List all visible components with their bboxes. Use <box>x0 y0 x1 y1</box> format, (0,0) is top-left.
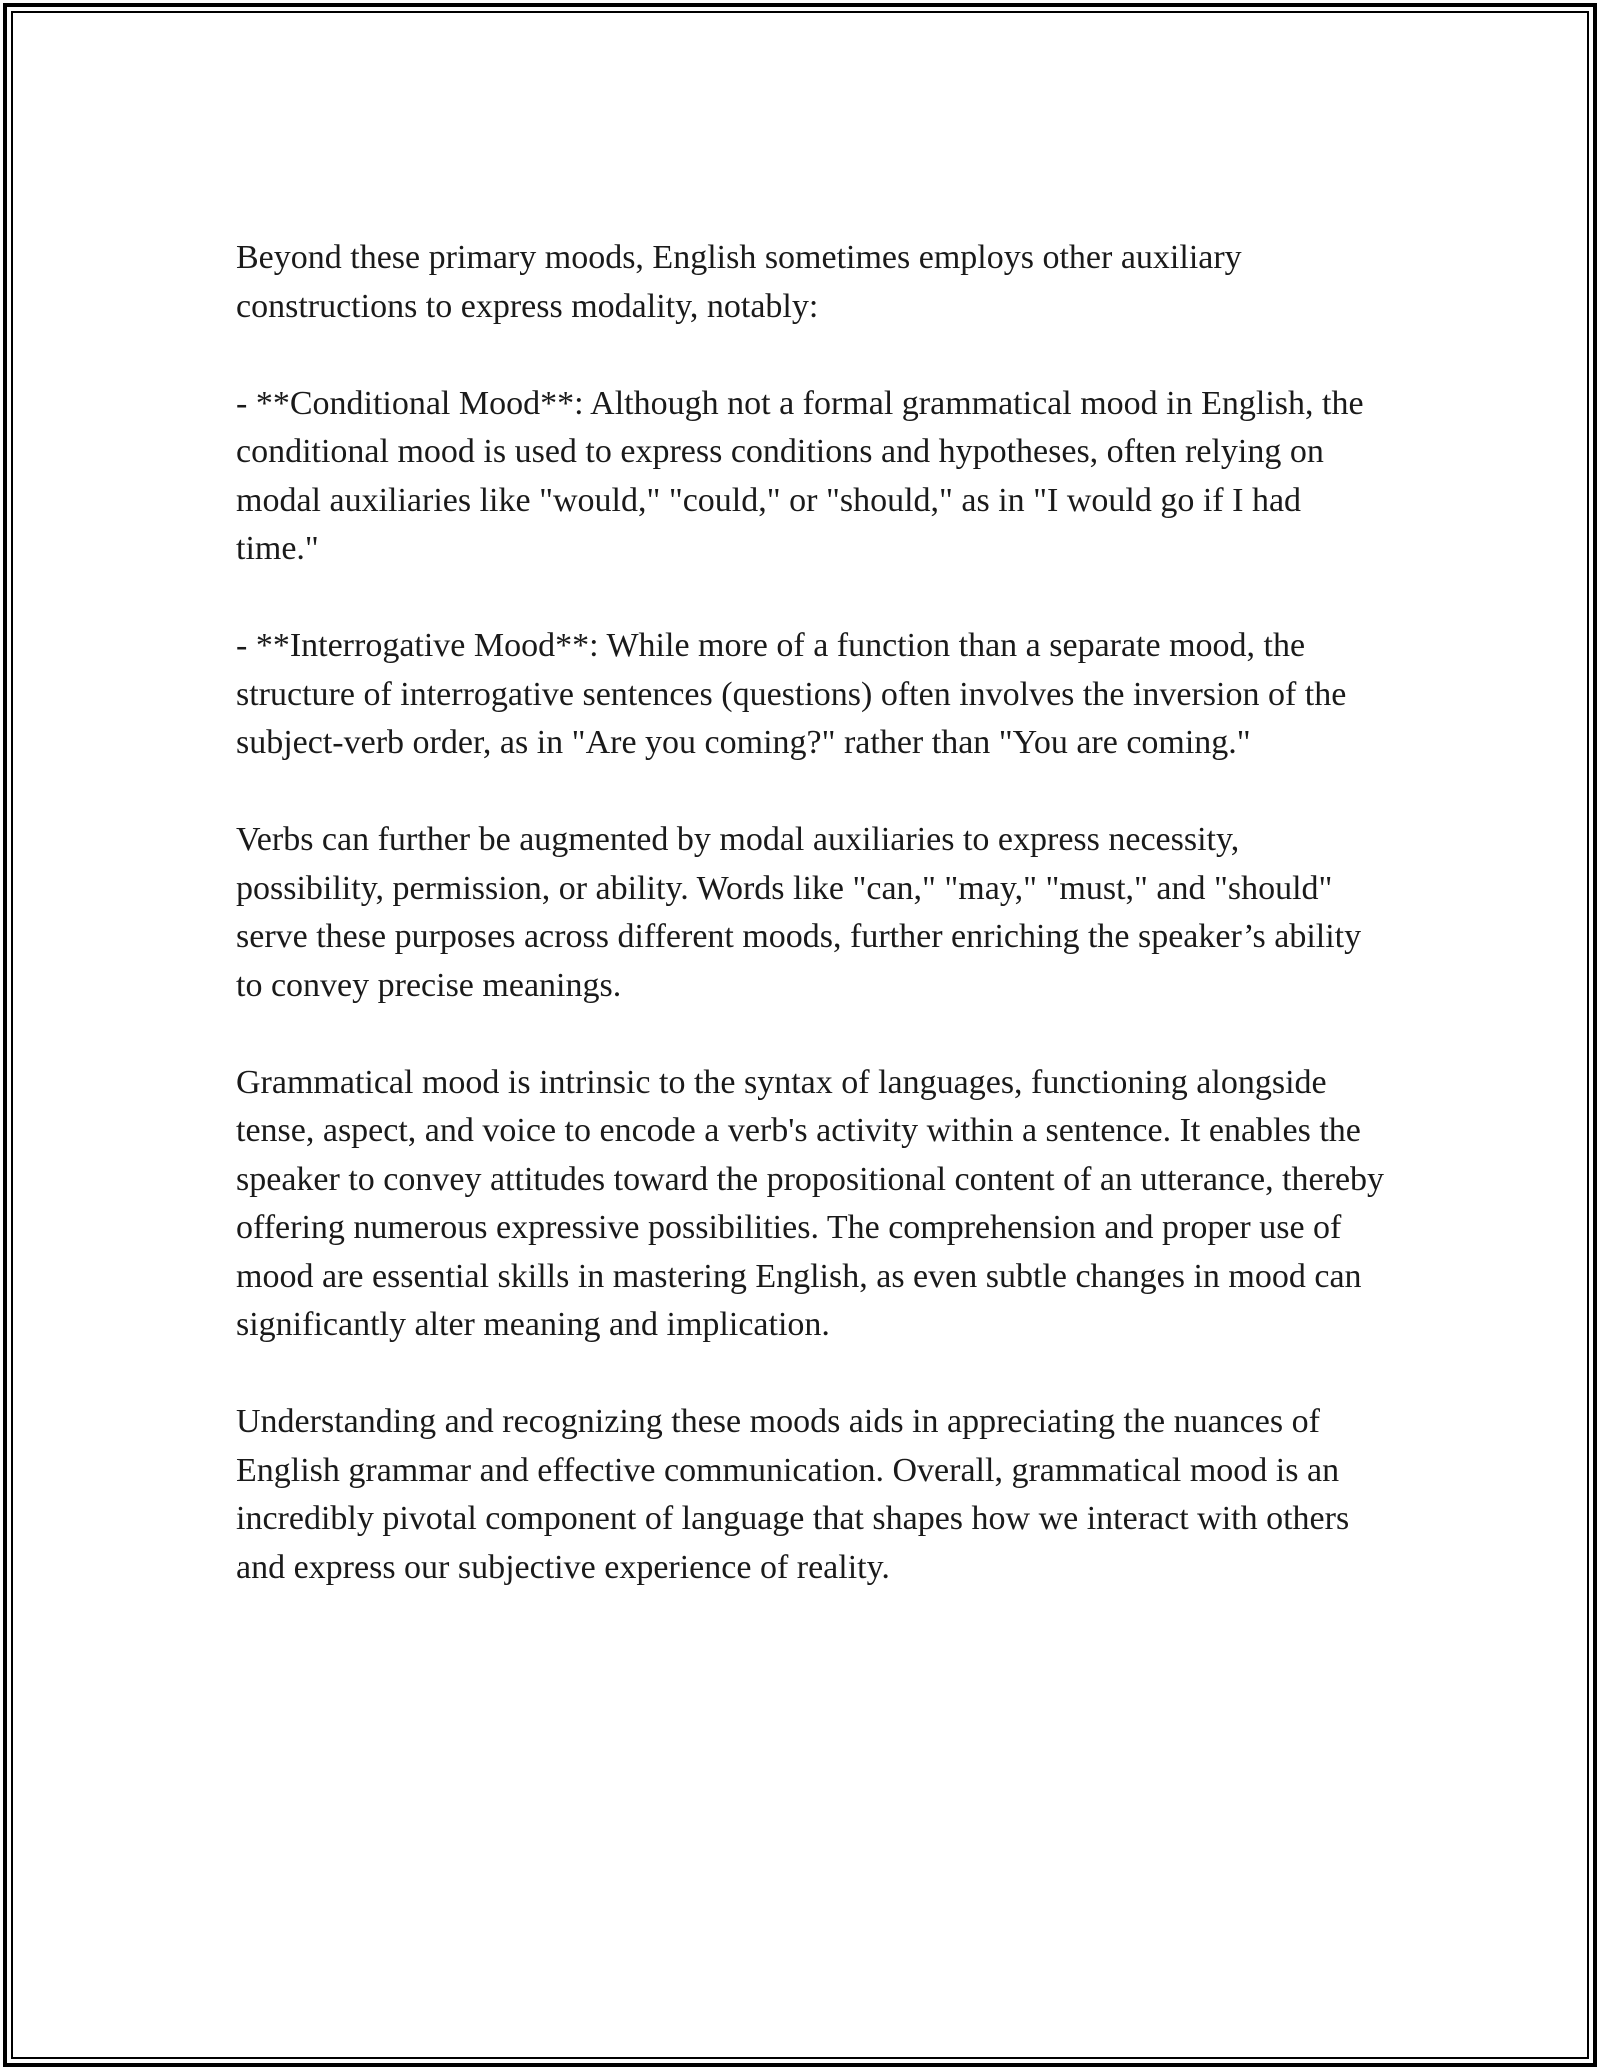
paragraph-grammatical-mood: Grammatical mood is intrinsic to the syntax of languages, functioning alongside tense, aspect, and voice to encode a verb's activity within a sentence. It enables the speaker to convey attitudes toward the propositional content of an utterance, thereby offering numerous expressive possibilities. The comprehension and proper use of mood are essential skills in mastering English, as even subtle changes in mood can significantly alter meaning and implication. <box>236 1063 1385 1343</box>
document-body <box>236 234 1386 1641</box>
paragraph-intro: Beyond these primary moods, English sometimes employs other auxiliary constructions to express modality, notably: <box>236 239 1242 325</box>
paragraph-interrogative-mood: - **Interrogative Mood**: While more of a function than a separate mood, the structure of interrogative sentences (questions) often involves the inversion of the subject-verb order, as in "Are you coming?" rather than "You are coming." <box>236 627 1347 761</box>
paragraph-modal-auxiliaries: Verbs can further be augmented by modal auxiliaries to express necessity, possibility, permission, or ability. Words like "can," "may," "must," and "should" serve these purposes across different moods, further enriching the speaker’s ability to convey precise meanings. <box>236 821 1362 1004</box>
paragraph-conditional-mood: - **Conditional Mood**: Although not a formal grammatical mood in English, the conditional mood is used to express conditions and hypotheses, often relying on modal auxiliaries like "would," "could," or "should," as in "I would go if I had time." <box>236 384 1364 567</box>
paragraph-conclusion: Understanding and recognizing these moods aids in appreciating the nuances of English grammar and effective communication. Overall, grammatical mood is an incredibly pivotal component of language that shapes how we interact with others and express our subjective experience of reality. <box>236 1403 1350 1586</box>
